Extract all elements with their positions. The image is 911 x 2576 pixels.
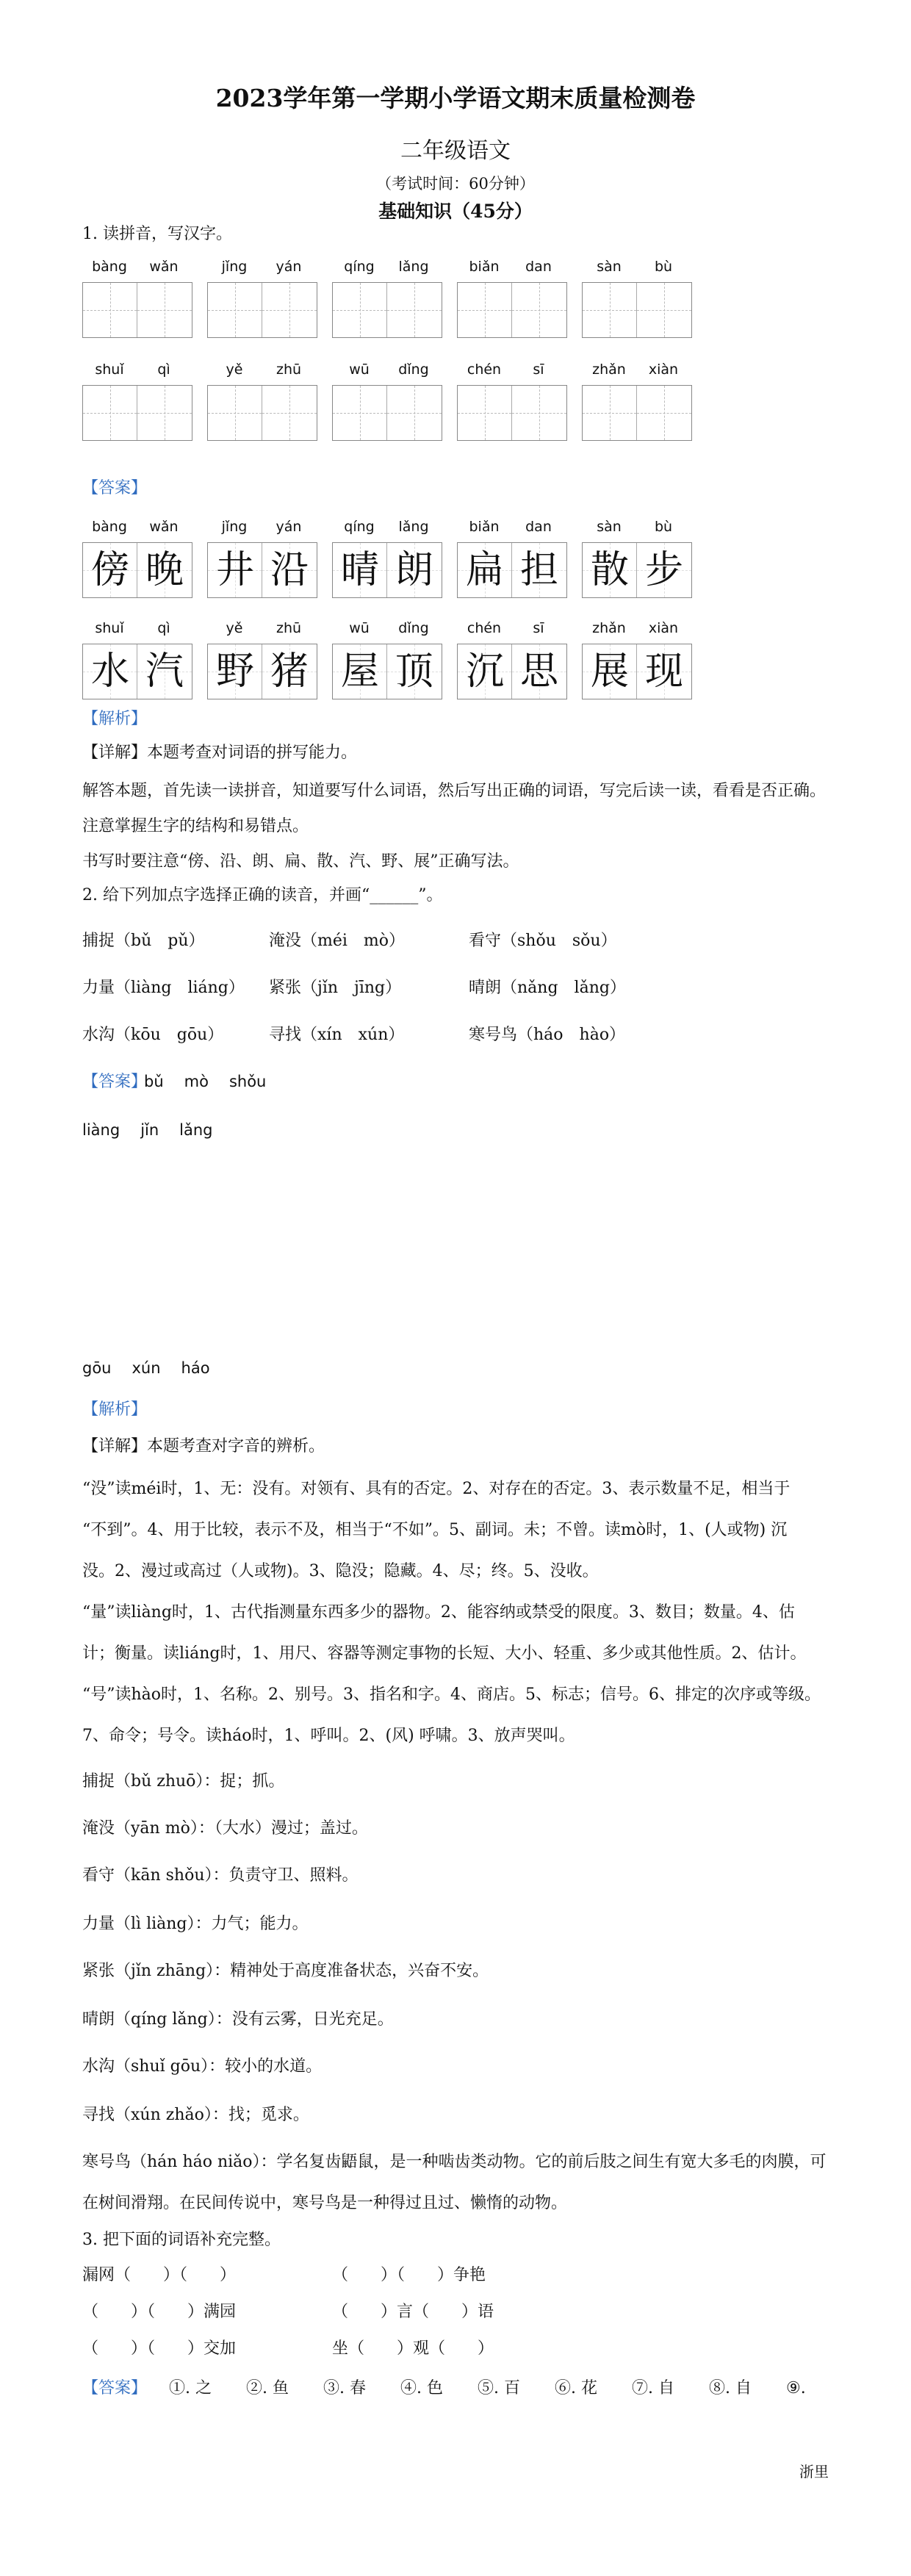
- answer-character: 展: [590, 650, 629, 694]
- grid-cell[interactable]: [458, 283, 512, 337]
- answer-grid: [457, 644, 567, 699]
- pinyin-label: yán: [276, 519, 302, 535]
- q2-glossary-item: 看守（kān shǒu）：负责守卫、照料。: [82, 1866, 359, 1885]
- answer-character: 步: [644, 548, 683, 592]
- q2-paragraph: “量”读liàng时，1、古代指测量东西多少的器物。2、能容纳或禁受的限度。3、数目；数量。4、估: [82, 1603, 795, 1622]
- q1-analysis-line: 解答本题，首先读一读拼音，知道要写什么词语，然后写出正确的词语，写完后读一读，看看是否正确。: [82, 782, 827, 800]
- answer-grid: [332, 644, 442, 699]
- grid-cell: [83, 644, 137, 699]
- answer-character: 野: [215, 650, 254, 694]
- answer-character: 汽: [145, 650, 184, 694]
- q2-option: 力量（liàng liáng）: [82, 979, 245, 997]
- section-heading: 基础知识（45分）: [378, 201, 533, 222]
- q2-glossary-item: 紧张（jǐn zhāng）：精神处于高度准备状态，兴奋不安。: [82, 1962, 489, 1980]
- pinyin-label: biǎn: [469, 259, 500, 275]
- q2-glossary-item: 力量（lì liàng）：力气；能力。: [82, 1915, 309, 1933]
- pinyin-label: wǎn: [149, 519, 179, 535]
- q1-prompt: 1. 读拼音，写汉字。: [82, 225, 232, 243]
- grid-cell[interactable]: [583, 386, 637, 440]
- answer-grid: [332, 542, 442, 598]
- grid-cell: [137, 644, 192, 699]
- pinyin-label: dǐng: [398, 361, 429, 378]
- q3-item: （ ）（ ）交加: [82, 2339, 237, 2358]
- grid-cell: [262, 644, 317, 699]
- pinyin-label: bàng: [92, 259, 127, 275]
- q3-item: 漏网（ ）（ ）: [82, 2266, 237, 2284]
- answer-grid: [582, 644, 692, 699]
- pinyin-label: shuǐ: [95, 361, 124, 378]
- exam-time: （考试时间：60分钟）: [376, 175, 535, 193]
- writing-grid[interactable]: [332, 282, 442, 338]
- writing-grid[interactable]: [582, 282, 692, 338]
- answer-character: 现: [644, 650, 683, 694]
- pinyin-label: lǎng: [398, 259, 429, 275]
- grid-cell: [387, 543, 442, 597]
- writing-grid[interactable]: [82, 282, 192, 338]
- q3-answer: ⑨.: [786, 2379, 806, 2397]
- pinyin-label: qíng: [344, 259, 375, 275]
- q2-answer: lǎng: [179, 1121, 213, 1139]
- q2-answer: mò: [184, 1073, 209, 1090]
- pinyin-label: wū: [349, 620, 370, 636]
- answer-character: 晚: [145, 548, 184, 592]
- footer-mark: 浙里: [799, 2463, 829, 2480]
- q1-detail-label: 【详解】: [82, 744, 148, 762]
- answer-character: 井: [215, 548, 254, 592]
- q2-option: 紧张（jǐn jīng）: [269, 979, 402, 997]
- answer-character: 沿: [270, 548, 309, 592]
- grid-cell: [583, 543, 637, 597]
- answer-character: 思: [519, 650, 558, 694]
- q2-prompt: 2. 给下列加点字选择正确的读音，并画“______”。: [82, 886, 443, 904]
- grid-cell: [637, 543, 691, 597]
- q2-answer-line: [82, 1121, 213, 1139]
- grid-cell: [512, 644, 566, 699]
- pinyin-label: jǐng: [221, 519, 248, 535]
- grid-cell[interactable]: [583, 283, 637, 337]
- q2-glossary-item: 寻找（xún zhǎo）：找；觅求。: [82, 2106, 309, 2124]
- q3-answer: ④. 色: [400, 2379, 443, 2397]
- answer-grid: [207, 644, 317, 699]
- pinyin-label: zhǎn: [592, 361, 626, 378]
- pinyin-label: xiàn: [648, 620, 679, 636]
- answer-character: 猪: [270, 650, 309, 694]
- pinyin-label: yě: [226, 361, 243, 378]
- answer-grid: [457, 542, 567, 598]
- q2-detail-label: 【详解】: [82, 1437, 148, 1456]
- pinyin-label: wǎn: [149, 259, 179, 275]
- q2-option: 捕捉（bǔ pǔ）: [82, 932, 205, 950]
- pinyin-label: chén: [467, 620, 502, 636]
- grid-cell[interactable]: [83, 283, 137, 337]
- pinyin-label: yán: [276, 259, 302, 275]
- grid-cell: [262, 543, 317, 597]
- q3-answer-label: 【答案】: [82, 2379, 148, 2397]
- q2-glossary-item: 在树间滑翔。在民间传说中，寒号鸟是一种得过且过、懒惰的动物。: [82, 2194, 568, 2212]
- pinyin-label: sī: [533, 361, 544, 378]
- answer-grid: [207, 542, 317, 598]
- q3-item: （ ）（ ）满园: [82, 2303, 237, 2321]
- q3-answer: ⑥. 花: [555, 2379, 597, 2397]
- answer-character: 屋: [340, 650, 379, 694]
- q2-answer: shǒu: [228, 1073, 267, 1090]
- q1-detail-text: 本题考查对词语的拼写能力。: [147, 744, 358, 762]
- q2-paragraph: “号”读hào时，1、名称。2、别号。3、指名和字。4、商店。5、标志；信号。6、排定的次序或等级。: [82, 1685, 821, 1704]
- grid-cell[interactable]: [208, 283, 262, 337]
- pinyin-label: jǐng: [221, 259, 248, 275]
- grid-cell[interactable]: [637, 283, 691, 337]
- answer-character: 顶: [395, 650, 433, 694]
- q2-answer: gōu: [82, 1359, 112, 1377]
- q2-option: 寒号鸟（háo hào）: [469, 1026, 626, 1044]
- q2-paragraph: 没。2、漫过或高过（人或物)。3、隐没；隐藏。4、尽；终。5、没收。: [82, 1562, 599, 1580]
- pinyin-label: zhū: [276, 620, 302, 636]
- grid-cell[interactable]: [83, 386, 137, 440]
- grid-cell: [583, 644, 637, 699]
- grid-cell: [637, 644, 691, 699]
- answer-character: 散: [590, 548, 629, 592]
- q2-detail: [82, 1436, 325, 1458]
- answer-character: 傍: [90, 548, 129, 592]
- grid-cell: [208, 644, 262, 699]
- grid-cell[interactable]: [333, 386, 387, 440]
- grid-cell: [208, 543, 262, 597]
- writing-grid[interactable]: [457, 282, 567, 338]
- q2-glossary-item: 晴朗（qíng lǎng）：没有云雾，日光充足。: [82, 2010, 394, 2029]
- grid-cell[interactable]: [512, 283, 566, 337]
- q1-analysis-line: 注意掌握生字的结构和易错点。: [82, 817, 309, 835]
- grid-cell[interactable]: [262, 386, 317, 440]
- answer-character: 水: [90, 650, 129, 694]
- q2-answer: xún: [132, 1359, 161, 1377]
- answer-grid: [82, 644, 192, 699]
- writing-grid[interactable]: [582, 385, 692, 441]
- grid-cell[interactable]: [208, 386, 262, 440]
- q3-answer: ①. 之: [169, 2379, 212, 2397]
- q2-answer: bǔ: [144, 1073, 164, 1090]
- pinyin-label: biǎn: [469, 519, 500, 535]
- q2-answer: jǐn: [140, 1121, 159, 1139]
- q2-answer-line: [82, 1359, 210, 1377]
- grade-subtitle: 二年级语文: [400, 138, 511, 164]
- q2-glossary-item: 捕捉（bǔ zhuō）：捉；抓。: [82, 1772, 285, 1791]
- pinyin-label: zhǎn: [592, 620, 626, 636]
- pinyin-label: shuǐ: [95, 620, 124, 636]
- answer-grid: [582, 542, 692, 598]
- grid-cell[interactable]: [333, 283, 387, 337]
- q1-analysis-label: 【解析】: [82, 710, 148, 728]
- q2-answer-label: 【答案】: [82, 1073, 148, 1091]
- q2-option: 淹没（méi mò）: [269, 932, 406, 950]
- pinyin-label: dan: [525, 259, 552, 275]
- writing-grid[interactable]: [207, 385, 317, 441]
- pinyin-label: sàn: [597, 259, 622, 275]
- grid-cell[interactable]: [387, 283, 442, 337]
- answer-character: 扁: [465, 548, 504, 592]
- q3-answer: ⑦. 自: [632, 2379, 674, 2397]
- grid-cell: [387, 644, 442, 699]
- q3-answer: ⑤. 百: [478, 2379, 520, 2397]
- pinyin-label: dan: [525, 519, 552, 535]
- answer-character: 担: [519, 548, 558, 592]
- pinyin-label: qíng: [344, 519, 375, 535]
- q3-prompt: 3. 把下面的词语补充完整。: [82, 2231, 281, 2249]
- q2-paragraph: “不到”。4、用于比较，表示不及，相当于“不如”。5、副词。未；不曾。读mò时，1、(人或物) 沉: [82, 1521, 788, 1539]
- grid-cell: [512, 543, 566, 597]
- q2-paragraph: 计；衡量。读liáng时，1、用尺、容器等测定事物的长短、大小、轻重、多少或其他性质。2、估计。: [82, 1644, 807, 1663]
- pinyin-label: yě: [226, 620, 243, 636]
- q2-glossary-item: 寒号鸟（hán háo niǎo）：学名复齿鼯鼠，是一种啮齿类动物。它的前后肢之间生有宽大多毛的肉膜，可: [82, 2153, 827, 2171]
- writing-grid[interactable]: [207, 282, 317, 338]
- q2-paragraph: 7、命令；号令。读háo时，1、呼叫。2、(风) 呼啸。3、放声哭叫。: [82, 1727, 575, 1745]
- pinyin-label: bàng: [92, 519, 127, 535]
- grid-cell[interactable]: [637, 386, 691, 440]
- grid-cell: [83, 543, 137, 597]
- answer-character: 沉: [465, 650, 504, 694]
- q3-item: （ ）（ ）争艳: [332, 2266, 486, 2284]
- pinyin-label: chén: [467, 361, 502, 378]
- grid-cell[interactable]: [137, 283, 192, 337]
- grid-cell: [458, 644, 512, 699]
- grid-cell[interactable]: [458, 386, 512, 440]
- grid-cell: [137, 543, 192, 597]
- writing-grid[interactable]: [82, 385, 192, 441]
- pinyin-label: lǎng: [398, 519, 429, 535]
- pinyin-label: qì: [157, 620, 170, 636]
- q2-glossary-item: 水沟（shuǐ gōu）：较小的水道。: [82, 2057, 323, 2076]
- writing-grid[interactable]: [332, 385, 442, 441]
- q3-item: （ ）言（ ）语: [332, 2303, 494, 2321]
- q3-answer: ⑧. 自: [709, 2379, 752, 2397]
- q2-answer-line: [144, 1073, 266, 1090]
- pinyin-label: wū: [349, 361, 370, 378]
- q2-detail-text: 本题考查对字音的辨析。: [147, 1437, 325, 1456]
- q2-glossary-item: 淹没（yān mò）：（大水）漫过；盖过。: [82, 1819, 368, 1838]
- answer-grid: [82, 542, 192, 598]
- pinyin-label: bù: [654, 259, 673, 275]
- pinyin-label: qì: [157, 361, 170, 378]
- q3-answer: ③. 春: [323, 2379, 366, 2397]
- pinyin-label: bù: [654, 519, 673, 535]
- q3-answer: ②. 鱼: [246, 2379, 289, 2397]
- pinyin-label: sī: [533, 620, 544, 636]
- answer-character: 朗: [395, 548, 433, 592]
- grid-cell[interactable]: [137, 386, 192, 440]
- q3-item: 坐（ ）观（ ）: [332, 2339, 494, 2358]
- pinyin-label: dǐng: [398, 620, 429, 636]
- grid-cell: [458, 543, 512, 597]
- q2-option: 寻找（xín xún）: [269, 1026, 405, 1044]
- pinyin-label: zhū: [276, 361, 302, 378]
- grid-cell[interactable]: [262, 283, 317, 337]
- q2-option: 看守（shǒu sǒu）: [469, 932, 617, 950]
- answer-character: 晴: [340, 548, 379, 592]
- q2-option: 水沟（kōu gōu）: [82, 1026, 224, 1044]
- q2-answer: háo: [181, 1359, 210, 1377]
- q2-paragraph: “没”读méi时，1、无：没有。对领有、具有的否定。2、对存在的否定。3、表示数量不足，相当于: [82, 1480, 791, 1498]
- q2-option: 晴朗（nǎng lǎng）: [469, 979, 626, 997]
- q1-analysis-line: 书写时要注意“傍、沿、朗、扁、散、汽、野、展”正确写法。: [82, 852, 519, 871]
- grid-cell: [333, 644, 387, 699]
- pinyin-label: sàn: [597, 519, 622, 535]
- q2-answer: liàng: [82, 1121, 120, 1139]
- writing-grid[interactable]: [457, 385, 567, 441]
- grid-cell[interactable]: [512, 386, 566, 440]
- exam-title: 2023学年第一学期小学语文期末质量检测卷: [215, 84, 696, 112]
- q1-answer-label: 【答案】: [82, 479, 148, 497]
- q2-analysis-label: 【解析】: [82, 1400, 148, 1419]
- q1-detail: [82, 742, 357, 764]
- pinyin-label: xiàn: [648, 361, 679, 378]
- grid-cell[interactable]: [387, 386, 442, 440]
- grid-cell: [333, 543, 387, 597]
